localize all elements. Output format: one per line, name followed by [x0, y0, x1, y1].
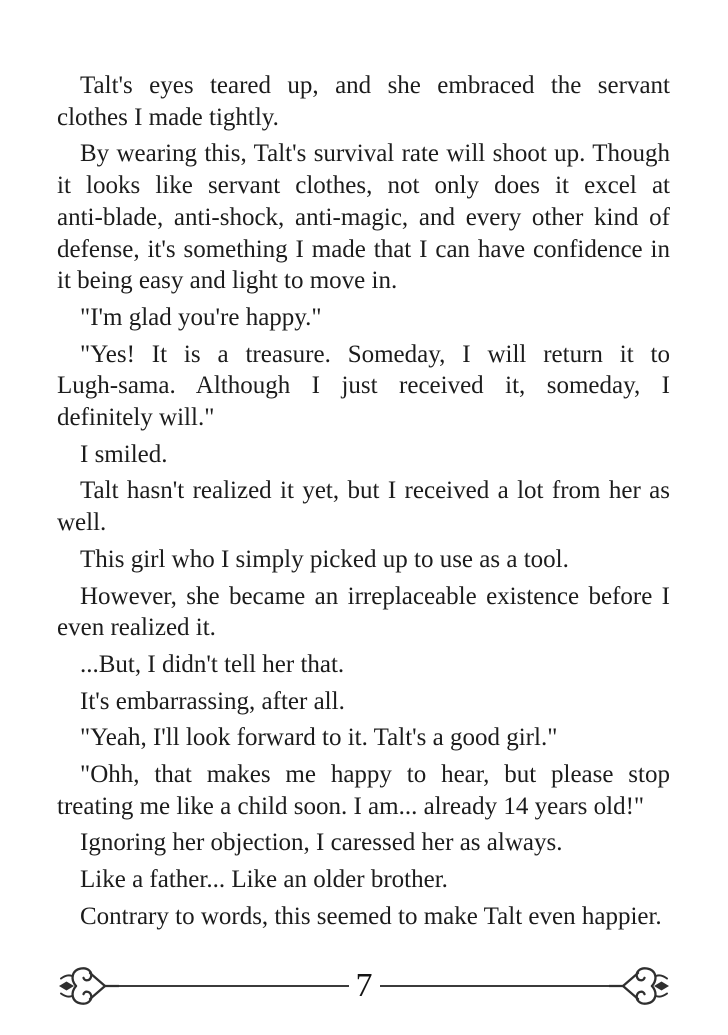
text-line: "Yeah, I'll look forward to it. Talt's a good girl." — [80, 724, 558, 752]
text-line: definitely will." — [57, 404, 215, 432]
paragraph — [57, 302, 670, 334]
text-line: it being easy and light to move in. — [57, 267, 398, 295]
text-line: "Ohh, that makes me happy to hear, but please stop — [80, 761, 670, 789]
text-line: Contrary to words, this seemed to make Talt even happier. — [80, 902, 662, 930]
paragraph — [57, 722, 670, 754]
text-line: it looks like servant clothes, not only does it excel at — [57, 172, 670, 200]
text-line: treating me like a child soon. I am... already 14 years old!" — [57, 792, 645, 820]
paragraph — [57, 827, 670, 859]
text-line: Lugh-sama. Although I just received it, someday, I — [57, 372, 670, 400]
paragraph — [57, 864, 670, 896]
footer-rule-right — [380, 985, 610, 987]
paragraph — [57, 581, 670, 644]
text-line: Like a father... Like an older brother. — [80, 866, 448, 894]
text-line: By wearing this, Talt's survival rate will shoot up. Though — [80, 140, 670, 168]
page-text — [57, 70, 670, 933]
footer-flourish-right-icon — [609, 965, 671, 1007]
footer-flourish-left-icon — [57, 965, 119, 1007]
text-line: It's embarrassing, after all. — [80, 687, 345, 715]
text-line: This girl who I simply picked up to use as a tool. — [80, 545, 569, 573]
text-line: defense, it's something I made that I can have confidence in — [57, 235, 670, 263]
text-line: well. — [57, 509, 107, 537]
text-line: "I'm glad you're happy." — [80, 303, 322, 331]
text-line: However, she became an irreplaceable existence before I — [80, 582, 670, 610]
text-line: I smiled. — [80, 440, 168, 468]
paragraph — [57, 475, 670, 538]
paragraph — [57, 70, 670, 133]
text-line: Ignoring her objection, I caressed her as always. — [80, 829, 563, 857]
paragraph — [57, 686, 670, 718]
text-line: anti-blade, anti-shock, anti-magic, and every other kind of — [57, 203, 670, 231]
text-line: "Yes! It is a treasure. Someday, I will return it to — [80, 340, 670, 368]
paragraph — [57, 138, 670, 297]
text-line: ...But, I didn't tell her that. — [80, 650, 345, 678]
paragraph — [57, 649, 670, 681]
text-line: even realized it. — [57, 614, 216, 642]
paragraph — [57, 759, 670, 822]
paragraph — [57, 901, 670, 933]
text-line: clothes I made tightly. — [57, 103, 279, 131]
text-line: Talt's eyes teared up, and she embraced the servant — [80, 72, 670, 99]
page-number: 7 — [355, 966, 373, 1004]
paragraph — [57, 339, 670, 434]
paragraph — [57, 544, 670, 576]
paragraph — [57, 439, 670, 471]
page-footer — [57, 955, 671, 1017]
text-line: Talt hasn't realized it yet, but I received a lot from her as — [80, 477, 670, 505]
footer-rule-left — [119, 985, 349, 987]
